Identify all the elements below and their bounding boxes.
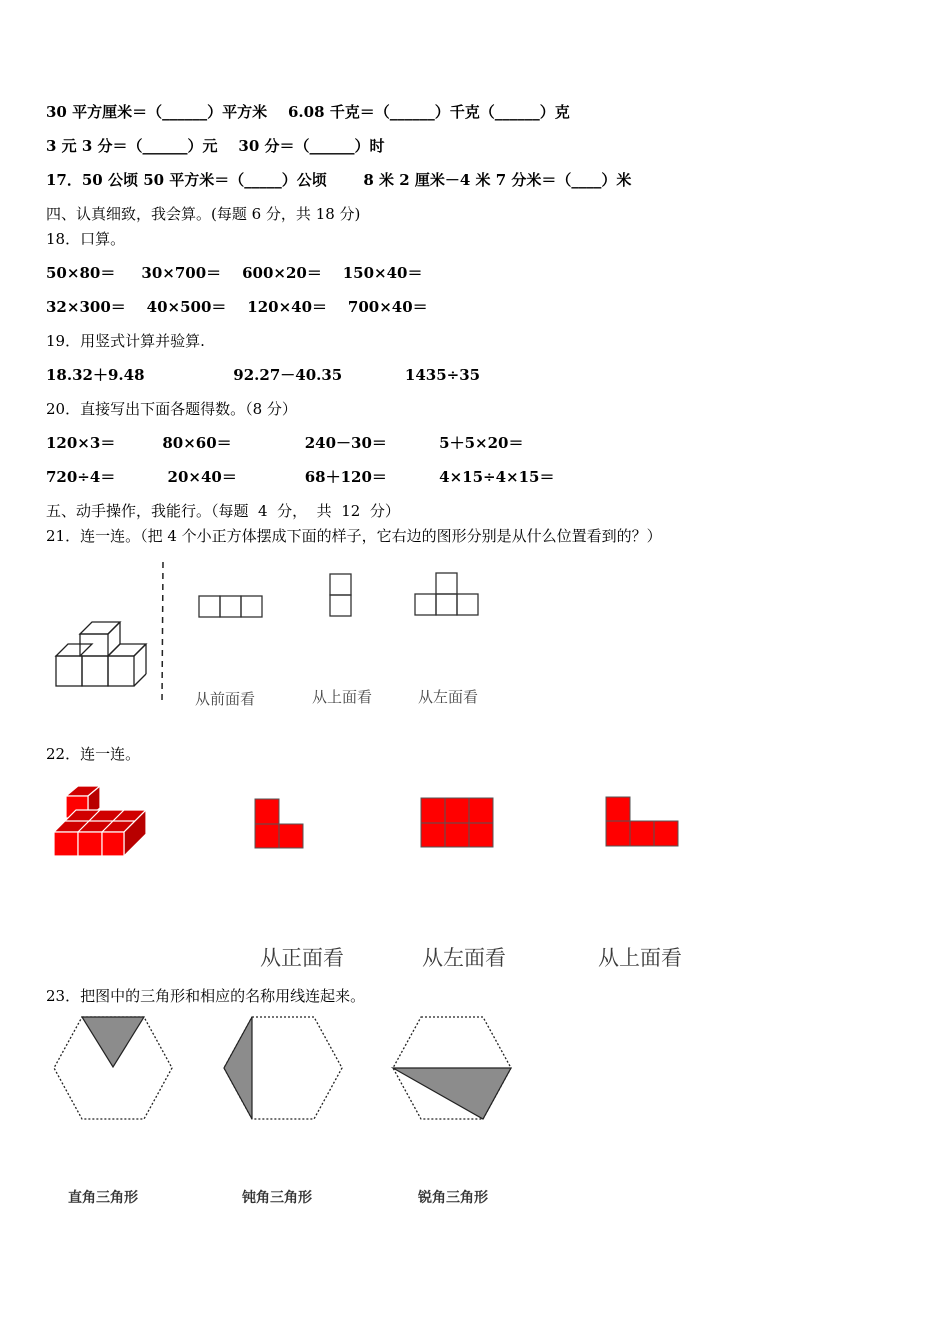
fill-line-area-mass: 30 平方厘米＝（______）平方米 6.08 千克＝（______）千克（______）克 — [46, 103, 570, 121]
q21-front-view-squares — [198, 595, 266, 619]
q22-red-cube-stack — [52, 786, 152, 858]
vertical-calc-row: 18.32＋9.48 92.27－40.35 1435÷35 — [46, 366, 481, 384]
question-17: 17．50 公顷 50 平方米＝（_____）公顷 8 米 2 厘米－4 米 7 分米＝（____）米 — [46, 171, 632, 189]
q22-label-top: 从上面看 — [598, 946, 682, 970]
q23-hexagon-obtuse-triangle — [391, 1015, 513, 1123]
q23-label-right-triangle: 直角三角形 — [68, 1190, 138, 1206]
question-19: 19．用竖式计算并验算. — [46, 332, 205, 350]
q21-label-front: 从前面看 — [195, 690, 256, 708]
question-23: 23．把图中的三角形和相应的名称用线连起来。 — [46, 987, 366, 1005]
question-18: 18．口算。 — [46, 230, 126, 248]
q21-label-left: 从左面看 — [418, 688, 479, 706]
q23-hexagon-right-triangle — [222, 1015, 344, 1123]
q21-divider-dashed-line — [160, 562, 166, 702]
oral-calc-row-1: 50×80＝ 30×700＝ 600×20＝ 150×40＝ — [46, 264, 423, 282]
section-four-heading: 四、认真细致，我会算。(每题 6 分，共 18 分) — [46, 205, 361, 223]
q22-red-l-shape-wide — [605, 796, 683, 848]
oral-calc-row-2: 32×300＝ 40×500＝ 120×40＝ 700×40＝ — [46, 298, 428, 316]
direct-calc-row-1: 120×3＝ 80×60＝ 240－30＝ 5＋5×20＝ — [46, 434, 524, 452]
q23-label-acute-triangle: 锐角三角形 — [418, 1190, 488, 1206]
q21-label-top: 从上面看 — [312, 688, 373, 706]
fill-line-money-time: 3 元 3 分＝（______）元 30 分＝（______）时 — [46, 137, 385, 155]
direct-calc-row-2: 720÷4＝ 20×40＝ 68＋120＝ 4×15÷4×15＝ — [46, 468, 555, 486]
q22-red-rectangle-grid — [420, 797, 496, 849]
q21-cube-stack-figure — [50, 618, 150, 690]
q21-top-view-squares — [329, 573, 355, 619]
question-21: 21．连一连。（把 4 个小正方体摆成下面的样子，它右边的图形分别是从什么位置看到的？） — [46, 527, 662, 545]
q23-hexagon-acute-triangle — [52, 1015, 174, 1123]
question-20: 20．直接写出下面各题得数。（8 分） — [46, 400, 297, 418]
section-five-heading: 五、动手操作，我能行。（每题 4 分， 共 12 分） — [46, 502, 400, 520]
q23-label-obtuse-triangle: 钝角三角形 — [242, 1190, 312, 1206]
q22-red-l-shape-small — [254, 798, 306, 850]
q21-left-view-squares — [414, 572, 484, 618]
q22-label-front: 从正面看 — [260, 946, 344, 970]
q22-label-left: 从左面看 — [422, 946, 506, 970]
question-22: 22．连一连。 — [46, 745, 141, 763]
